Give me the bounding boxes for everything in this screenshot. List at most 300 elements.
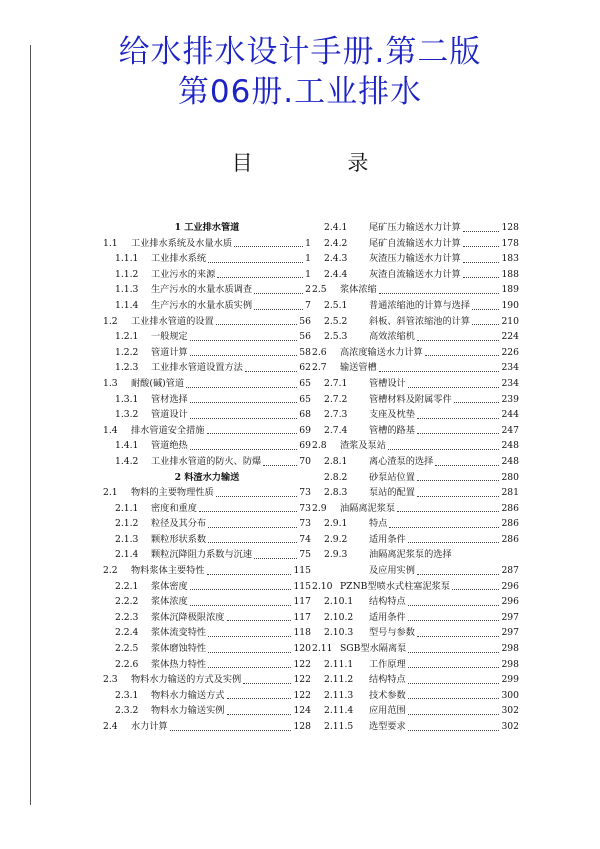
toc-entry-page: 117 xyxy=(293,611,311,623)
toc-entry xyxy=(103,360,311,376)
toc-entry xyxy=(103,532,311,548)
toc-entry xyxy=(312,360,519,376)
toc-leader-dots xyxy=(208,532,297,544)
toc-entry-title: 密度和重度 xyxy=(151,502,197,514)
toc-leader-dots xyxy=(408,594,500,606)
toc-entry-title: 管槽材料及附属零件 xyxy=(369,393,452,405)
toc-entry-title: 工业排水系统及水量水质 xyxy=(131,237,233,249)
toc-entry xyxy=(312,454,519,470)
toc-entry-page: 73 xyxy=(299,487,311,499)
toc-entry xyxy=(103,485,311,501)
toc-entry xyxy=(103,579,311,595)
toc-entry xyxy=(103,672,311,688)
toc-entry-page: 178 xyxy=(501,237,519,249)
toc-leader-dots xyxy=(463,220,500,232)
toc-entry xyxy=(312,672,519,688)
toc-entry-title: 高效浓缩机 xyxy=(369,331,415,343)
toc-entry-page: 120 xyxy=(293,643,311,655)
toc-entry xyxy=(103,610,311,626)
toc-entry-number: 1.3 xyxy=(103,377,118,389)
toc-entry-title: 物料水力输送的方式及实例 xyxy=(131,674,242,686)
toc-entry-number: 2.2.1 xyxy=(115,580,139,592)
toc-entry-number: 1.2.1 xyxy=(115,331,139,343)
toc-entry-title: 应用范围 xyxy=(369,705,406,717)
toc-entry-number: 2.6 xyxy=(312,346,327,358)
toc-entry-number: 2.7.3 xyxy=(324,409,348,421)
toc-entry-number: 1.4 xyxy=(103,424,118,436)
toc-entry-number: 1.2.3 xyxy=(115,362,139,374)
toc-entry-number: 2.3 xyxy=(103,674,118,686)
toc-entry xyxy=(103,501,311,517)
toc-entry xyxy=(312,267,519,283)
toc-entry xyxy=(312,688,519,704)
toc-entry-number: 2.8 xyxy=(312,440,327,452)
toc-entry-number: 2.9 xyxy=(312,502,327,514)
toc-entry-page: 210 xyxy=(501,315,519,327)
toc-entry-title: 离心渣泵的选择 xyxy=(369,455,434,467)
toc-leader-dots xyxy=(408,719,500,731)
toc-entry-number: 2.11.3 xyxy=(324,689,354,701)
toc-entry xyxy=(103,625,311,641)
toc-entry-page: 1 xyxy=(305,237,311,249)
toc-entry xyxy=(103,438,311,454)
toc-entry-number: 2.1.1 xyxy=(115,502,139,514)
toc-leader-dots xyxy=(408,532,500,544)
toc-entry-title: 颗粒形状系数 xyxy=(151,533,207,545)
toc-leader-dots xyxy=(208,625,291,637)
toc-leader-dots xyxy=(388,438,500,450)
toc-entry-page: 73 xyxy=(299,502,311,514)
toc-entry-page: 128 xyxy=(293,721,311,732)
toc-entry-number: 2.4.3 xyxy=(324,253,348,265)
toc-entry-title: 适用条件 xyxy=(369,611,406,623)
toc-leader-dots xyxy=(254,547,297,559)
toc-entry-number: 2.5 xyxy=(312,284,327,296)
toc-entry-page: 299 xyxy=(501,674,519,686)
toc-entry-title: 尾矿自流输送水力计算 xyxy=(369,237,461,249)
toc-leader-dots xyxy=(227,688,292,700)
toc-entry-page: 300 xyxy=(501,689,519,701)
toc-leader-dots xyxy=(463,267,500,279)
toc-entry-number: 2.9.3 xyxy=(324,549,348,561)
toc-entry-page: 188 xyxy=(501,268,519,280)
toc-entry-page: 73 xyxy=(299,518,311,530)
toc-entry-page: 298 xyxy=(501,643,519,655)
toc-entry xyxy=(103,563,311,579)
toc-leader-dots xyxy=(234,236,303,248)
toc-entry-title: 物料水力输送方式 xyxy=(151,689,225,701)
toc-entry-title: 浆体浓缩 xyxy=(340,284,377,296)
toc-entry-title: 灰渣自流输送水力计算 xyxy=(369,268,461,280)
toc-entry-number: 2.2.6 xyxy=(115,658,139,670)
toc-leader-dots xyxy=(245,360,297,372)
toc-entry-number: 2.10.1 xyxy=(324,596,354,608)
toc-entry-number: 1.3.2 xyxy=(115,409,139,421)
toc-entry xyxy=(103,454,311,470)
toc-entry-title: 浆体流变特性 xyxy=(151,627,207,639)
toc-entry-number: 2.4 xyxy=(103,721,118,732)
toc-entry-page: 183 xyxy=(501,253,519,265)
toc-entry-page: 297 xyxy=(501,611,519,623)
toc-entry-page: 65 xyxy=(299,393,311,405)
toc-entry xyxy=(312,345,519,361)
toc-entry-number: 2.8.3 xyxy=(324,487,348,499)
toc-entry-number: 2.7.1 xyxy=(324,377,348,389)
toc-entry-page: 281 xyxy=(501,487,519,499)
toc-entry xyxy=(103,267,311,283)
toc-entry-page: 286 xyxy=(501,533,519,545)
toc-entry-page: 302 xyxy=(501,721,519,732)
toc-entry-title: 管槽设计 xyxy=(369,377,406,389)
toc-entry-title: 排水管道安全措施 xyxy=(131,424,205,436)
toc-entry-number: 2.11 xyxy=(312,643,333,655)
toc-entry xyxy=(312,220,519,236)
toc-entry-title: 适用条件 xyxy=(369,533,406,545)
toc-entry-title: 斜板、斜管浓缩池的计算 xyxy=(369,315,471,327)
toc-leader-dots xyxy=(472,314,499,326)
toc-entry-title: 工业排水系统 xyxy=(151,253,207,265)
toc-entry-page: 7 xyxy=(305,299,311,311)
toc-entry-title: 生产污水的水量水质调查 xyxy=(151,284,253,296)
toc-entry xyxy=(312,501,519,517)
toc-entry xyxy=(103,376,311,392)
toc-entry xyxy=(312,314,519,330)
toc-leader-dots xyxy=(463,236,500,248)
toc-entry-title: 结构特点 xyxy=(369,596,406,608)
toc-entry xyxy=(103,547,311,563)
toc-leader-dots xyxy=(216,485,298,497)
toc-leader-dots xyxy=(454,547,517,559)
toc-entry-page: 74 xyxy=(299,533,311,545)
toc-entry-title: PZNB型喷水式柱塞泥浆泵 xyxy=(340,580,451,592)
toc-entry-title: 支座及枕垫 xyxy=(369,409,415,421)
toc-entry-page: 226 xyxy=(501,346,519,358)
toc-entry xyxy=(103,251,311,267)
toc-entry xyxy=(103,345,311,361)
toc-entry-number: 2.8.2 xyxy=(324,471,348,483)
toc-entry-title: 泵站的配置 xyxy=(369,487,415,499)
toc-leader-dots xyxy=(243,672,291,684)
toc-leader-dots xyxy=(190,438,298,450)
toc-leader-dots xyxy=(408,376,500,388)
toc-entry xyxy=(312,329,519,345)
toc-entry-number: 2.3.2 xyxy=(115,705,139,717)
toc-entry-number: 2.2.2 xyxy=(115,596,139,608)
toc-entry-title: 物料浆体主要特性 xyxy=(131,565,205,577)
toc-leader-dots xyxy=(408,657,500,669)
toc-entry-title: 管道绝热 xyxy=(151,440,188,452)
toc-entry xyxy=(312,563,519,579)
toc-entry-title: 工作原理 xyxy=(369,658,406,670)
toc-entry-page: 75 xyxy=(299,549,311,561)
toc-entry-number: 2.4.2 xyxy=(324,237,348,249)
toc-entry-title: 及应用实例 xyxy=(369,565,415,577)
toc-leader-dots xyxy=(408,610,500,622)
toc-leader-dots xyxy=(207,563,292,575)
toc-leader-dots xyxy=(417,470,500,482)
toc-entry-title: 浆体沉降极限浓度 xyxy=(151,611,225,623)
toc-entry-title: 一般规定 xyxy=(151,331,188,343)
toc-entry-title: 选型要求 xyxy=(369,721,406,732)
toc-entry-number: 1.2.2 xyxy=(115,346,139,358)
toc-entry-title: 工业污水的来源 xyxy=(151,268,216,280)
toc-entry xyxy=(312,251,519,267)
toc-leader-dots xyxy=(397,501,499,513)
toc-left-column xyxy=(103,220,311,735)
toc-entry xyxy=(312,485,519,501)
toc-entry-number: 1.3.1 xyxy=(115,393,139,405)
toc-entry-page: 244 xyxy=(501,409,519,421)
toc-leader-dots xyxy=(227,610,292,622)
toc-entry xyxy=(312,423,519,439)
toc-entry-page: 298 xyxy=(501,658,519,670)
toc-entry-page: 248 xyxy=(501,440,519,452)
toc-entry-number: 2.10.2 xyxy=(324,611,354,623)
toc-leader-dots xyxy=(217,267,303,279)
toc-leader-dots xyxy=(190,392,298,404)
toc-entry-page: 128 xyxy=(501,222,519,233)
toc-entry xyxy=(312,376,519,392)
toc-entry-title: 物料的主要物理性质 xyxy=(131,487,214,499)
toc-entry-page: 122 xyxy=(293,674,311,686)
toc-entry-page: 65 xyxy=(299,377,311,389)
toc-entry xyxy=(103,298,311,314)
toc-entry-number: 2.7 xyxy=(312,362,327,374)
toc-entry-title: 结构特点 xyxy=(369,674,406,686)
toc-entry-number: 1.4.2 xyxy=(115,455,139,467)
toc-heading: 目 录 xyxy=(231,151,413,175)
toc-entry-number: 1.1.2 xyxy=(115,268,139,280)
toc-entry-title: 尾矿压力输送水力计算 xyxy=(369,222,461,233)
toc-leader-dots xyxy=(408,641,499,653)
toc-entry xyxy=(312,516,519,532)
toc-leader-dots xyxy=(435,454,499,466)
toc-entry-page: 118 xyxy=(293,627,311,639)
toc-leader-dots xyxy=(417,423,500,435)
toc-entry-title: 型号与参数 xyxy=(369,627,415,639)
toc-entry-number: 2.7.4 xyxy=(324,424,348,436)
toc-entry-number: 1.4.1 xyxy=(115,440,139,452)
toc-entry-title: 管槽的路基 xyxy=(369,424,415,436)
toc-entry xyxy=(103,423,311,439)
toc-leader-dots xyxy=(408,672,500,684)
toc-entry xyxy=(103,236,311,252)
toc-entry-page: 224 xyxy=(501,331,519,343)
toc-leader-dots xyxy=(408,703,500,715)
toc-entry-page: 1 xyxy=(305,253,311,265)
toc-entry-page: 69 xyxy=(299,440,311,452)
toc-entry-title: 渣浆及泵站 xyxy=(340,440,386,452)
toc-chapter-heading: 1 工业排水管道 xyxy=(174,222,240,233)
toc-entry-title: 耐酸(碱)管道 xyxy=(131,377,185,389)
toc-leader-dots xyxy=(417,407,500,419)
toc-leader-dots xyxy=(208,516,297,528)
toc-entry-page: 68 xyxy=(299,409,311,421)
toc-entry-number: 1.1.1 xyxy=(115,253,139,265)
toc-entry-page: 115 xyxy=(293,565,311,577)
toc-leader-dots xyxy=(417,563,500,575)
toc-entry-title: 浆体热力特性 xyxy=(151,658,207,670)
toc-leader-dots xyxy=(190,594,292,606)
toc-entry xyxy=(312,298,519,314)
toc-leader-dots xyxy=(190,329,298,341)
toc-entry-page: 190 xyxy=(501,299,519,311)
toc-entry xyxy=(312,438,519,454)
toc-entry xyxy=(312,547,519,563)
toc-leader-dots xyxy=(208,641,291,653)
toc-entry-title: 特点 xyxy=(369,518,388,530)
toc-entry xyxy=(312,610,519,626)
toc-entry-page: 70 xyxy=(299,455,311,467)
toc-entry-title: 物料水力输送实例 xyxy=(151,705,225,717)
toc-entry-number: 2.1.3 xyxy=(115,533,139,545)
toc-entry xyxy=(103,407,311,423)
toc-entry-title: 工业排水管道的设置 xyxy=(131,315,214,327)
toc-leader-dots xyxy=(263,454,297,466)
toc-entry-number: 1.2 xyxy=(103,315,118,327)
toc-entry-title: SGB型水隔离泵 xyxy=(340,643,407,655)
toc-entry-page: 117 xyxy=(293,596,311,608)
book-title: 给水排水设计手册.第二版 xyxy=(118,34,482,70)
toc-entry-number: 2.10.3 xyxy=(324,627,354,639)
toc-entry xyxy=(103,594,311,610)
toc-entry-number: 2.3.1 xyxy=(115,689,139,701)
toc-entry-number: 2.2 xyxy=(103,565,118,577)
toc-entry-title: 粒径及其分布 xyxy=(151,518,207,530)
toc-entry xyxy=(103,641,311,657)
toc-entry xyxy=(312,532,519,548)
toc-entry-title: 水力计算 xyxy=(131,721,168,732)
toc-entry xyxy=(312,392,519,408)
toc-entry-page: 124 xyxy=(293,705,311,717)
toc-leader-dots xyxy=(463,251,500,263)
toc-entry-title: 工业排水管道的防火、防爆 xyxy=(151,455,262,467)
toc-entry-title: 浆体密度 xyxy=(151,580,188,592)
toc-entry-page: 287 xyxy=(501,565,519,577)
toc-entry-number: 2.5.3 xyxy=(324,331,348,343)
toc-entry xyxy=(312,657,519,673)
toc-leader-dots xyxy=(389,516,499,528)
toc-entry-page: 248 xyxy=(501,455,519,467)
toc-entry-number: 2.11.5 xyxy=(324,721,354,732)
toc-leader-dots xyxy=(254,282,303,294)
toc-entry xyxy=(312,407,519,423)
toc-leader-dots xyxy=(208,657,291,669)
toc-entry xyxy=(103,703,311,719)
toc-entry-page: 296 xyxy=(501,580,519,592)
toc-leader-dots xyxy=(186,376,297,388)
toc-right-column xyxy=(312,220,519,735)
toc-leader-dots xyxy=(417,625,500,637)
toc-entry-title: 砂泵站位置 xyxy=(369,471,415,483)
toc-entry xyxy=(312,470,519,486)
toc-entry-title: 输送管槽 xyxy=(340,362,377,374)
toc-entry-page: 1 xyxy=(305,268,311,280)
toc-entry xyxy=(312,282,519,298)
toc-leader-dots xyxy=(208,251,303,263)
toc-entry-page: 286 xyxy=(501,502,519,514)
toc-entry xyxy=(312,594,519,610)
toc-entry-number: 2.7.2 xyxy=(324,393,348,405)
toc-entry-page: 115 xyxy=(293,580,311,592)
toc-leader-dots xyxy=(417,485,500,497)
toc-entry-page: 234 xyxy=(501,362,519,374)
toc-leader-dots xyxy=(425,345,500,357)
toc-entry-page: 297 xyxy=(501,627,519,639)
toc-leader-dots xyxy=(207,423,298,435)
toc-entry-page: 122 xyxy=(293,689,311,701)
toc-entry-number: 2.4.1 xyxy=(324,222,348,233)
toc-leader-dots xyxy=(408,688,500,700)
toc-entry-page: 280 xyxy=(501,471,519,483)
toc-entry-page: 189 xyxy=(501,284,519,296)
toc-entry-title: 工业排水管道设置方法 xyxy=(151,362,243,374)
toc-entry-page: 2 xyxy=(305,284,311,296)
toc-entry-number: 2.4.4 xyxy=(324,268,348,280)
toc-entry-number: 2.11.1 xyxy=(324,658,354,670)
toc-entry xyxy=(103,392,311,408)
toc-entry-page: 62 xyxy=(299,362,311,374)
toc-entry-number: 2.11.2 xyxy=(324,674,354,686)
toc-entry-number: 1.1 xyxy=(103,237,118,249)
toc-entry-title: 油隔离泥浆泵 xyxy=(340,502,396,514)
toc-entry-title: 管道设计 xyxy=(151,409,188,421)
toc-entry xyxy=(103,282,311,298)
toc-entry-title: 生产污水的水量水质实例 xyxy=(151,299,253,311)
toc-leader-dots xyxy=(417,329,500,341)
toc-entry-page: 58 xyxy=(299,346,311,358)
toc-entry-number: 2.8.1 xyxy=(324,455,348,467)
toc-entry-number: 2.11.4 xyxy=(324,705,354,717)
toc-entry-page: 239 xyxy=(501,393,519,405)
toc-entry-number: 2.1.4 xyxy=(115,549,139,561)
toc-entry-title: 技术参数 xyxy=(369,689,406,701)
toc-entry xyxy=(103,516,311,532)
toc-leader-dots xyxy=(190,345,298,357)
toc-entry-number: 2.5.1 xyxy=(324,299,348,311)
toc-entry xyxy=(312,703,519,719)
toc-entry-page: 302 xyxy=(501,705,519,717)
toc-entry-page: 56 xyxy=(299,315,311,327)
toc-entry xyxy=(312,719,519,735)
toc-entry-title: 高浓度输送水力计算 xyxy=(340,346,423,358)
toc-entry-number: 2.2.3 xyxy=(115,611,139,623)
toc-entry xyxy=(103,329,311,345)
toc-entry xyxy=(312,641,519,657)
toc-entry xyxy=(103,719,311,735)
toc-entry-title: 颗粒沉降阻力系数与沉速 xyxy=(151,549,253,561)
toc-entry-page: 234 xyxy=(501,377,519,389)
toc-entry xyxy=(103,657,311,673)
toc-entry-number: 2.2.5 xyxy=(115,643,139,655)
toc-entry-title: 油隔离泥浆泵的选择 xyxy=(369,549,452,561)
toc-entry-page: 69 xyxy=(299,424,311,436)
toc-entry-page: 56 xyxy=(299,331,311,343)
toc-entry-title: 灰渣压力输送水力计算 xyxy=(369,253,461,265)
toc-leader-dots xyxy=(199,501,297,513)
volume-title: 第06册.工业排水 xyxy=(177,74,423,110)
toc-entry xyxy=(312,625,519,641)
toc-entry xyxy=(103,688,311,704)
toc-entry-number: 2.9.1 xyxy=(324,518,348,530)
toc-entry-number: 2.2.4 xyxy=(115,627,139,639)
toc-entry xyxy=(312,236,519,252)
toc-entry-number: 2.10 xyxy=(312,580,333,592)
toc-entry-number: 2.1 xyxy=(103,487,118,499)
toc-entry-title: 浆体磨蚀特性 xyxy=(151,643,207,655)
toc-entry-title: 浆体浓度 xyxy=(151,596,188,608)
toc-chapter-heading: 2 料渣水力输送 xyxy=(174,471,240,483)
